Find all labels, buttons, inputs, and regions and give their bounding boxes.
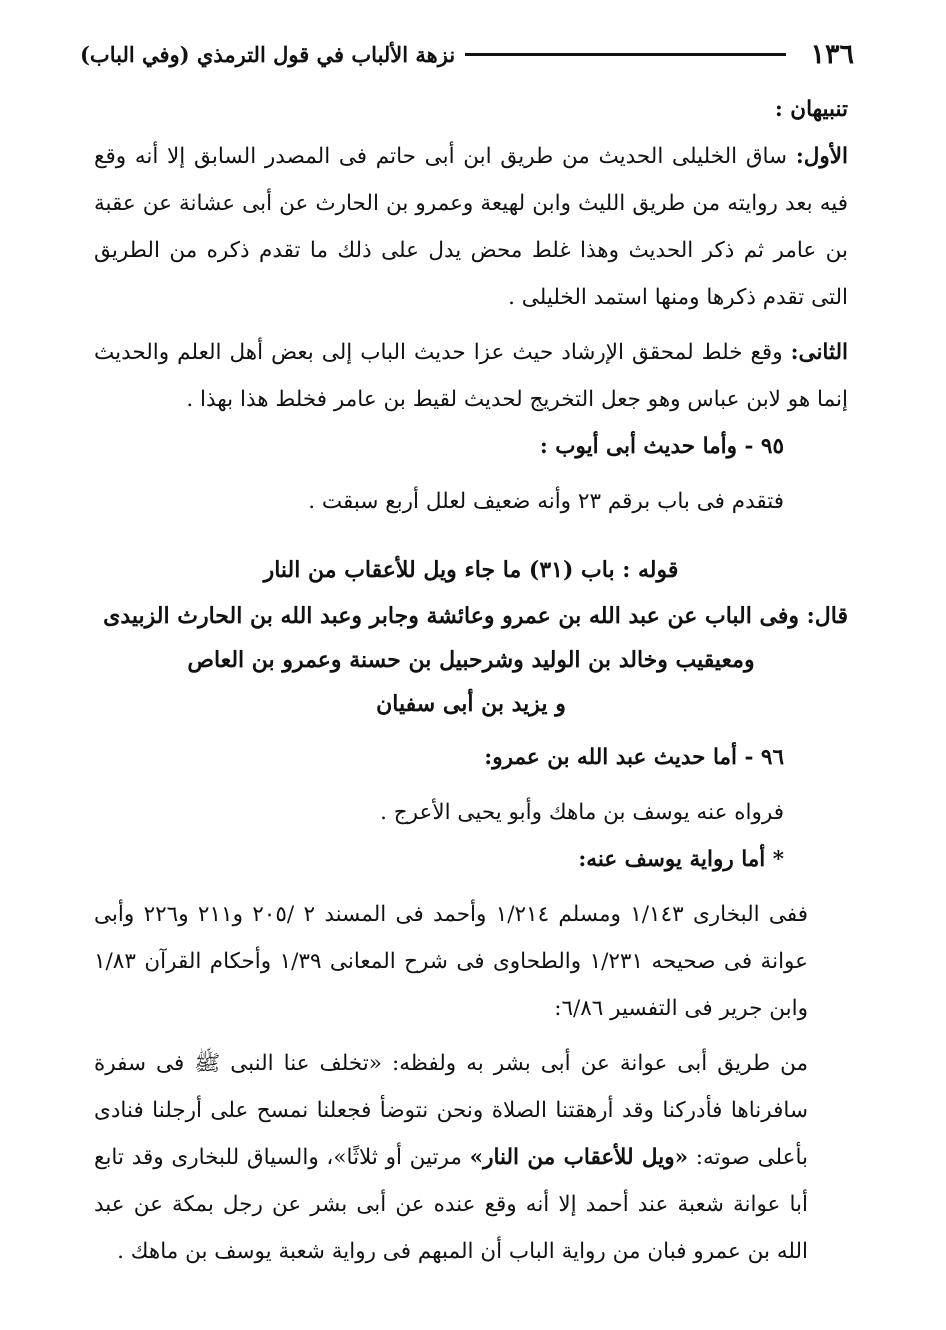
note-first-text: ساق الخليلى الحديث من طريق ابن أبى حاتم فى المصدر السابق إلا أنه وقع فيه بعد روايته من طريق الليث وابن لهيعة وعمرو بن الحارث عن أبى عشانة عن عقبة بن عامر ثم ذكر الحديث وهذا غلط محض يدل على ذلك ما تقدم ذكره من الطريق التى تقدم ذكرها ومنها استمد الخليلى . xyxy=(94,144,848,310)
note-second-label: الثانى: xyxy=(790,340,848,365)
notes-heading: تنبيهان : xyxy=(774,97,848,122)
note-first xyxy=(94,133,848,321)
chapter-heading: قوله : باب (٣١) ما جاء ويل للأعقاب من النار xyxy=(263,557,679,583)
closing-paragraph xyxy=(94,1040,848,1275)
running-title: نزهة الألباب في قول الترمذي (وفي الباب) xyxy=(80,41,456,67)
heading-96-a: * أما رواية يوسف عنه: xyxy=(578,847,784,872)
note-first-label: الأول: xyxy=(795,144,848,169)
heading-95: ٩٥ - وأما حديث أبى أيوب : xyxy=(539,434,784,459)
closing-part-c: مرتين أو ثلاثًا»، والسياق للبخارى وقد تابع أبا عوانة شعبة عند أحمد إلا أنه وقع عنده عن أبى بشر عن رجل بمكة عن عبد الله بن عمرو فبان من رواية الباب أن المبهم فى رواية شعبة يوسف بن ماهك . xyxy=(94,1145,808,1264)
paragraph-96: فرواه عنه يوسف بن ماهك وأبو يحيى الأعرج . xyxy=(380,800,784,825)
paragraph-95: فتقدم فى باب برقم ٢٣ وأنه ضعيف لعلل أربع سبقت . xyxy=(308,489,784,514)
says-line-3: و يزيد بن أبى سفيان xyxy=(376,691,566,717)
closing-part-a: من طريق أبى عوانة عن أبى بشر به ولفظه: «تخلف عنا النبى ﷺ فى سفرة سافرناها فأدركنا وقد أرهقتنا الصلاة ونحن نتوضأ فجعلنا نمسح على أرجلنا فنادى بأعلى صوته: xyxy=(94,1051,808,1170)
header-rule xyxy=(465,53,786,56)
says-line-2: ومعيقيب وخالد بن الوليد وشرحبيل بن حسنة وعمرو بن العاص xyxy=(187,647,755,673)
note-second xyxy=(94,329,848,423)
page-body xyxy=(94,86,848,1275)
heading-96: ٩٦ - أما حديث عبد الله بن عمرو: xyxy=(484,745,784,770)
page-number: ١٣٦ xyxy=(810,38,854,70)
note-second-text: وقع خلط لمحقق الإرشاد حيث عزا حديث الباب إلى بعض أهل العلم والحديث إنما هو لابن عباس وهو جعل التخريج لحديث لقيط بن عامر فخلط هذا بهذا . xyxy=(94,340,848,412)
says-line-1: قال: وفى الباب عن عبد الله بن عمرو وعائشة وجابر وعبد الله بن الحارث الزبيدى xyxy=(103,603,848,629)
closing-quote: «ويل للأعقاب من النار» xyxy=(469,1145,689,1170)
page-header xyxy=(80,34,854,74)
references-paragraph: ففى البخارى ١/١٤٣ ومسلم ١/٢١٤ وأحمد فى المسند ٢ /٢٠٥ و٢١١ و٢٢٦ وأبى عوانة فى صحيحه ١/٢٣١ والطحاوى فى شرح المعانى ١/٣٩ وأحكام القرآن ١/٨٣ وابن جرير فى التفسير ٦/٨٦: xyxy=(94,902,808,1021)
